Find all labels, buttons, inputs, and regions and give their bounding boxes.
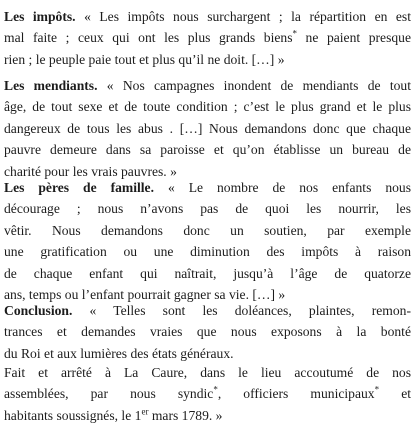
paragraph-label: Les mendiants. <box>4 78 98 93</box>
text-line: Les pères de famille. « Le nombre de nos enfants nous <box>4 180 411 195</box>
paragraph-impots <box>4 6 411 70</box>
text-line: ans, temps ou l’enfant pourrait gagner sa vie. […] » <box>4 287 286 303</box>
paragraph-conclusion <box>4 300 411 364</box>
paragraph-label: Conclusion. <box>4 303 73 318</box>
text-line: assemblées, par nous syndic*, officiers municipaux* et <box>4 384 411 402</box>
text-line: une gratification ou une diminution des impôts à raison <box>4 244 411 260</box>
ordinal-suffix: er <box>141 406 149 417</box>
text-line: rien ; le peuple paie tout et plus qu’il ne doit. […] » <box>4 51 285 67</box>
text-line: de chaque enfant qui naîtrait, jusqu’à l’âge de quatorze <box>4 265 411 281</box>
paragraph-label: Les impôts. <box>4 9 76 24</box>
text-line: dangereux de tous les abus . […] Nous demandons donc que chaque <box>4 120 411 136</box>
text-line: trances et demandes vraies que nous exposons à la bonté <box>4 324 411 340</box>
text-line: Les mendiants. « Nos campagnes inondent de mendiants de tout <box>4 78 411 93</box>
footnote-asterisk: * <box>292 28 297 39</box>
paragraph-mendiants <box>4 75 411 182</box>
text-line: mal faite ; ceux qui ont les plus grands biens* ne paient presque <box>4 28 411 46</box>
text-line: vêtir. Nous demandons donc un soutien, par exemple <box>4 222 411 238</box>
text-line: Conclusion. « Telles sont les doléances, plaintes, remon- <box>4 303 411 318</box>
text-line: du Roi et aux lumières des états généraux. <box>4 345 234 361</box>
text-line: Les impôts. « Les impôts nous surchargent ; la répartition en est <box>4 9 412 24</box>
text-line: charité pour les vrais pauvres. » <box>4 163 177 179</box>
text-line: habitants soussignés, le 1er mars 1789. » <box>4 406 223 423</box>
paragraph-peres-de-famille <box>4 177 411 305</box>
text-line: Fait et arrêté à La Caure, dans le lieu accoutumé de nos <box>4 365 411 380</box>
text-line: pauvre demeure dans sa paroisse et qu’on établisse un bureau de <box>4 142 411 158</box>
text-line: décourage ; nous n’avons pas de quoi les nourrir, les <box>4 201 411 217</box>
text-line: âge, de tout sexe et de toute condition ; c’est le plus grand et le plus <box>4 99 411 115</box>
paragraph-label: Les pères de famille. <box>4 180 154 195</box>
footnote-asterisk: * <box>374 384 380 395</box>
paragraph-fait-et-arrete <box>4 362 411 426</box>
footnote-asterisk: * <box>213 384 218 395</box>
